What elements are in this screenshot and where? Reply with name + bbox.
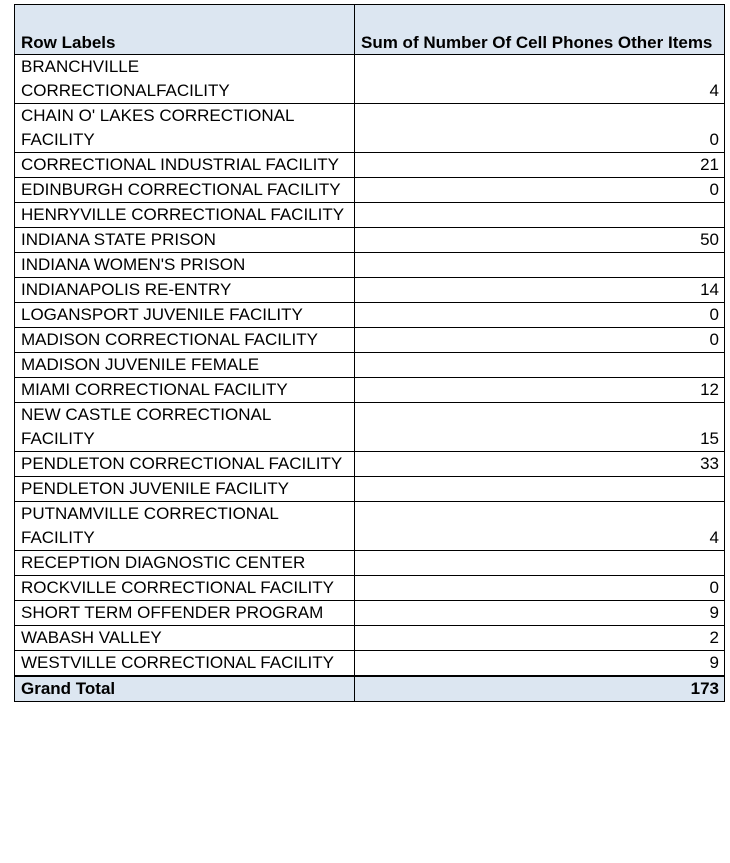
phone-count-cell: 0 xyxy=(355,576,725,601)
table-row xyxy=(15,626,725,651)
table-body xyxy=(15,55,725,677)
table-row xyxy=(15,303,725,328)
phone-count-cell: 12 xyxy=(355,378,725,403)
facility-name-cell: ROCKVILLE CORRECTIONAL FACILITY xyxy=(15,576,355,601)
phone-count-cell: 50 xyxy=(355,228,725,253)
table-row xyxy=(15,378,725,403)
phone-count-cell: 9 xyxy=(355,651,725,677)
facility-name-cell: MIAMI CORRECTIONAL FACILITY xyxy=(15,378,355,403)
table-row xyxy=(15,477,725,502)
facility-name-cell: BRANCHVILLE CORRECTIONALFACILITY xyxy=(15,55,355,104)
facility-name-cell: RECEPTION DIAGNOSTIC CENTER xyxy=(15,551,355,576)
facility-name-cell: NEW CASTLE CORRECTIONAL FACILITY xyxy=(15,403,355,452)
phone-count-cell: 14 xyxy=(355,278,725,303)
table-row xyxy=(15,228,725,253)
facility-name-cell: SHORT TERM OFFENDER PROGRAM xyxy=(15,601,355,626)
pivot-table xyxy=(14,4,725,702)
table-row xyxy=(15,502,725,551)
facility-name-cell: CHAIN O' LAKES CORRECTIONAL FACILITY xyxy=(15,104,355,153)
table-footer xyxy=(15,676,725,702)
row-labels-header: Row Labels xyxy=(15,5,355,55)
facility-name-cell: INDIANA STATE PRISON xyxy=(15,228,355,253)
table-row xyxy=(15,253,725,278)
table-row xyxy=(15,601,725,626)
table-row xyxy=(15,278,725,303)
table-row xyxy=(15,452,725,477)
facility-name-cell: MADISON JUVENILE FEMALE xyxy=(15,353,355,378)
grand-total-row xyxy=(15,676,725,702)
table-row xyxy=(15,203,725,228)
phone-count-cell xyxy=(355,353,725,378)
table-row xyxy=(15,353,725,378)
table-header xyxy=(15,5,725,55)
facility-name-cell: WESTVILLE CORRECTIONAL FACILITY xyxy=(15,651,355,677)
table-row xyxy=(15,178,725,203)
phone-count-cell: 2 xyxy=(355,626,725,651)
table-row xyxy=(15,104,725,153)
facility-name-cell: EDINBURGH CORRECTIONAL FACILITY xyxy=(15,178,355,203)
table-row xyxy=(15,651,725,677)
table-row xyxy=(15,403,725,452)
grand-total-value: 173 xyxy=(355,676,725,702)
table-row xyxy=(15,55,725,104)
facility-name-cell: HENRYVILLE CORRECTIONAL FACILITY xyxy=(15,203,355,228)
phone-count-cell: 33 xyxy=(355,452,725,477)
phone-count-cell: 0 xyxy=(355,303,725,328)
phone-count-cell xyxy=(355,253,725,278)
phone-count-cell xyxy=(355,551,725,576)
phone-count-cell: 4 xyxy=(355,55,725,104)
facility-name-cell: WABASH VALLEY xyxy=(15,626,355,651)
phone-count-cell: 0 xyxy=(355,328,725,353)
facility-name-cell: CORRECTIONAL INDUSTRIAL FACILITY xyxy=(15,153,355,178)
phone-count-cell xyxy=(355,203,725,228)
phone-count-cell: 15 xyxy=(355,403,725,452)
phone-count-cell: 9 xyxy=(355,601,725,626)
facility-name-cell: INDIANAPOLIS RE-ENTRY xyxy=(15,278,355,303)
facility-name-cell: PUTNAMVILLE CORRECTIONAL FACILITY xyxy=(15,502,355,551)
facility-name-cell: MADISON CORRECTIONAL FACILITY xyxy=(15,328,355,353)
facility-name-cell: INDIANA WOMEN'S PRISON xyxy=(15,253,355,278)
facility-name-cell: PENDLETON CORRECTIONAL FACILITY xyxy=(15,452,355,477)
grand-total-label: Grand Total xyxy=(15,676,355,702)
table-row xyxy=(15,328,725,353)
facility-name-cell: LOGANSPORT JUVENILE FACILITY xyxy=(15,303,355,328)
phone-count-cell: 0 xyxy=(355,178,725,203)
header-row xyxy=(15,5,725,55)
phone-count-cell xyxy=(355,477,725,502)
table-row xyxy=(15,551,725,576)
table-row xyxy=(15,153,725,178)
facility-name-cell: PENDLETON JUVENILE FACILITY xyxy=(15,477,355,502)
table-row xyxy=(15,576,725,601)
phone-count-cell: 21 xyxy=(355,153,725,178)
phone-count-cell: 0 xyxy=(355,104,725,153)
phone-count-cell: 4 xyxy=(355,502,725,551)
value-column-header: Sum of Number Of Cell Phones Other Items xyxy=(355,5,725,55)
